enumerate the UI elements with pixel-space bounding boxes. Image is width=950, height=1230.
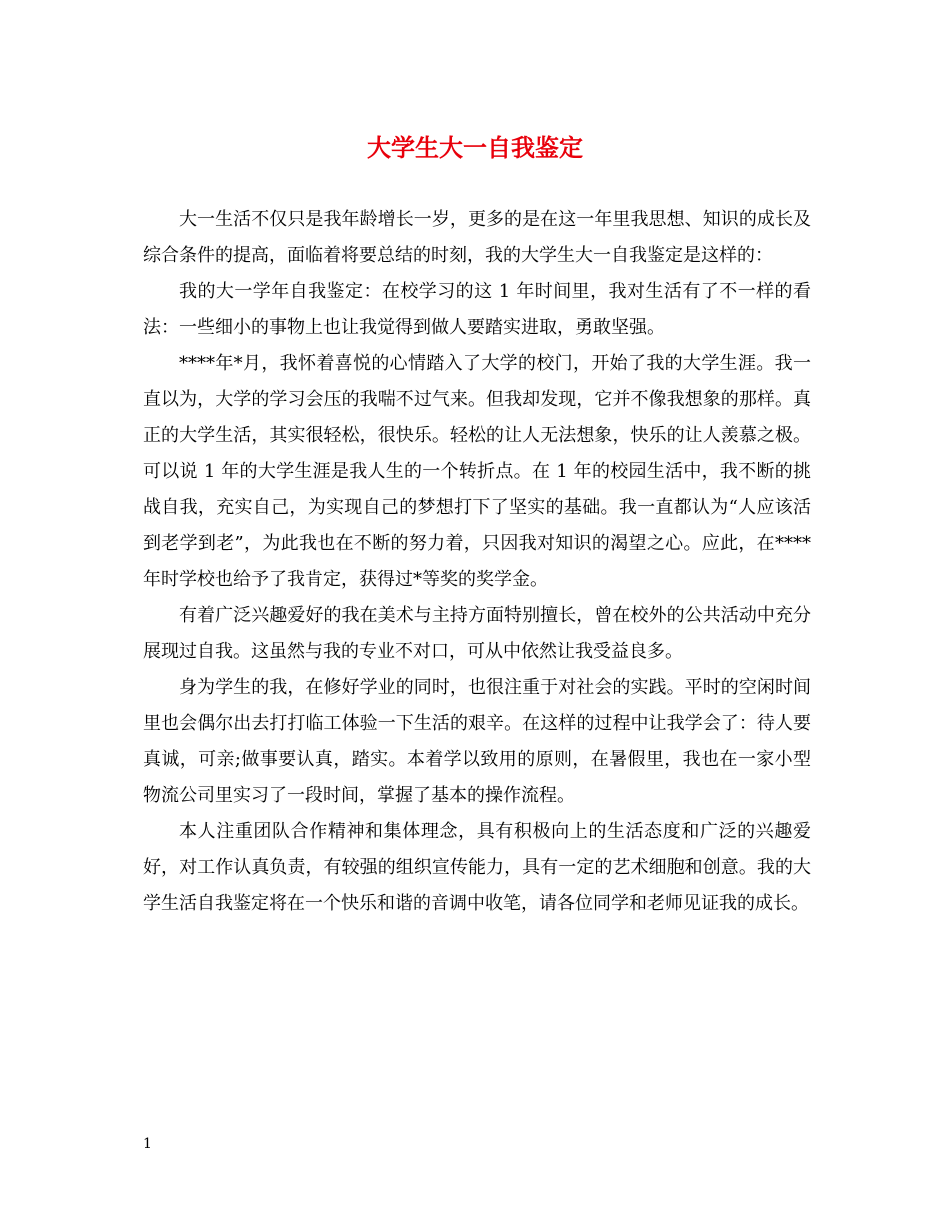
paragraph-college-life: ****年*月，我怀着喜悦的心情踏入了大学的校门，开始了我的大学生涯。我一直以为，大学的学习会压的我喘不过气来。但我却发现，它并不像我想象的那样。真正的大学生活，其实很轻松，很快乐。轻松的让人无法想象，快乐的让人羡慕之极。可以说 1 年的大学生涯是我人生的一个转折点。在 1 年的校园生活中，我不断的挑战自我，充实自己，为实现自己的梦想打下了坚实的基础。我一直都认为“人应该活到老学到老”，为此我也在不断的努力着，只因我对知识的渴望之心。应此，在****年时学校也给予了我肯定，获得过*等奖的奖学金。 xyxy=(143,353,811,590)
document-body xyxy=(143,202,811,922)
paragraph-conclusion: 本人注重团队合作精神和集体理念，具有积极向上的生活态度和广泛的兴趣爱好，对工作认真负责，有较强的组织宣传能力，具有一定的艺术细胞和创意。我的大学生活自我鉴定将在一个快乐和谐的音调中收笔，请各位同学和老师见证我的成长。 xyxy=(143,821,811,914)
document-title: 大学生大一自我鉴定 xyxy=(367,133,583,162)
paragraph-first-year-view: 我的大一学年自我鉴定：在校学习的这 1 年时间里，我对生活有了不一样的看法：一些细小的事物上也让我觉得到做人要踏实进取，勇敢坚强。 xyxy=(143,281,811,338)
paragraph-social-practice: 身为学生的我，在修好学业的同时，也很注重于对社会的实践。平时的空闲时间里也会偶尔出去打打临工体验一下生活的艰辛。在这样的过程中让我学会了：待人要真诚，可亲;做事要认真，踏实。本着学以致用的原则，在暑假里，我也在一家小型物流公司里实习了一段时间，掌握了基本的操作流程。 xyxy=(143,677,811,806)
paragraph-hobbies: 有着广泛兴趣爱好的我在美术与主持方面特别擅长，曾在校外的公共活动中充分展现过自我。这虽然与我的专业不对口，可从中依然让我受益良多。 xyxy=(143,605,811,662)
page-number: 1 xyxy=(143,1136,152,1152)
paragraph-intro: 大一生活不仅只是我年龄增长一岁，更多的是在这一年里我思想、知识的成长及综合条件的提高，面临着将要总结的时刻，我的大学生大一自我鉴定是这样的： xyxy=(143,209,811,266)
